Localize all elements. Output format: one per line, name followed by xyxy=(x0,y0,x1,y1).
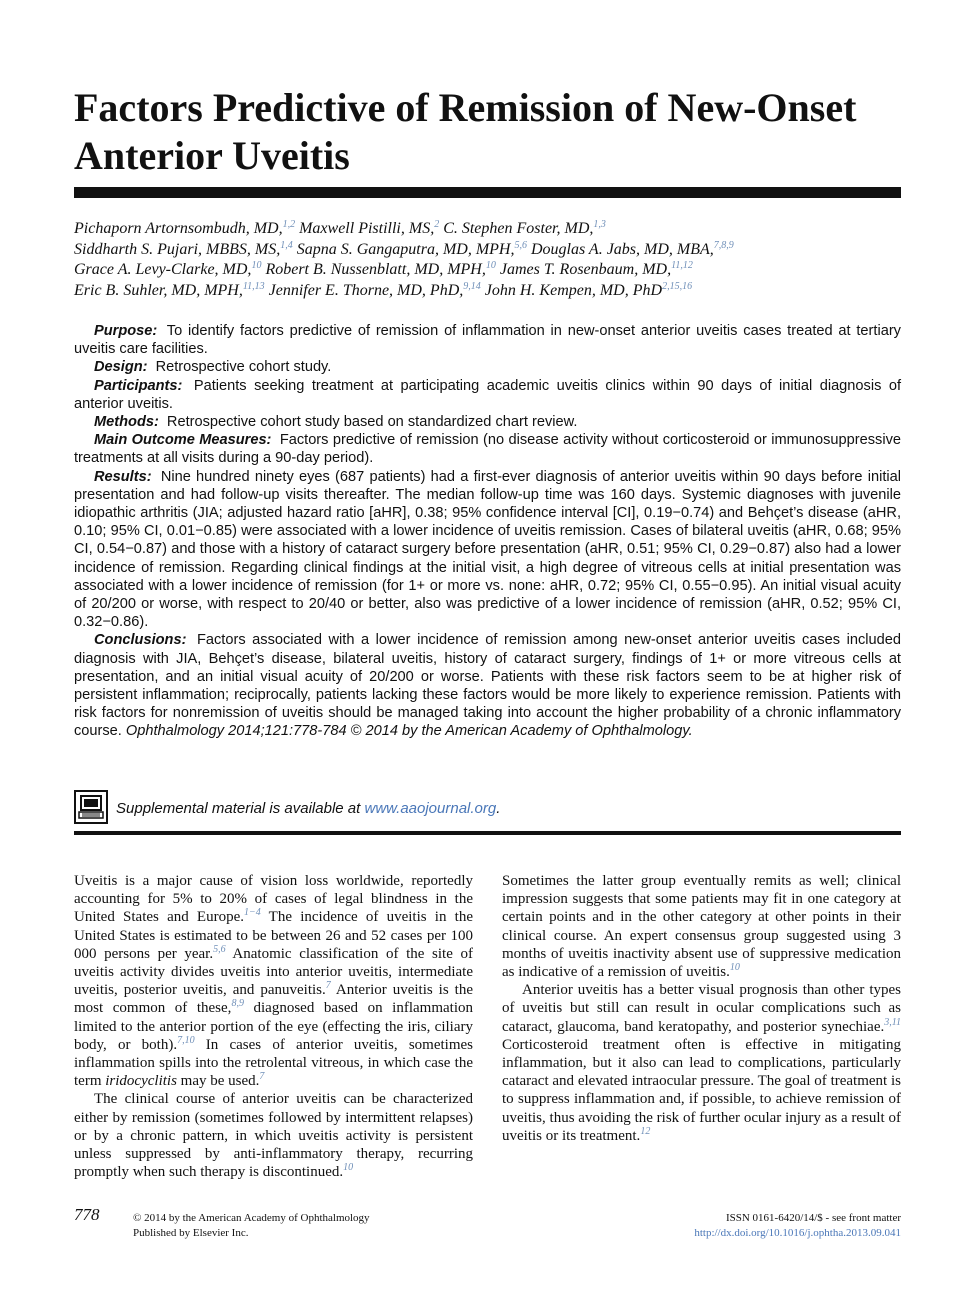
body-text: Anterior uveitis has a better visual prognosis than other types of uveitis but still can result in ocular complications such as cataract, glaucoma, band keratopathy, and posterior synechiae. xyxy=(502,982,901,1035)
affiliation-ref[interactable]: 10 xyxy=(485,260,496,271)
body-paragraph xyxy=(74,1090,473,1181)
body-paragraph xyxy=(502,981,901,1145)
footer-publisher: Published by Elsevier Inc. xyxy=(133,1227,249,1239)
computer-monitor-icon xyxy=(74,790,108,824)
abstract-conclusions xyxy=(74,631,901,740)
author-line xyxy=(74,240,904,261)
body-text: The incidence of uveitis in the United States is estimated to be between 26 and 52 cases per 100 000 persons per year. xyxy=(74,909,473,962)
reference-citation[interactable]: 3,11 xyxy=(884,1016,901,1028)
abstract-label: Main Outcome Measures: xyxy=(94,432,272,449)
abstract-methods xyxy=(74,413,901,431)
author-name: Grace A. Levy-Clarke, MD, xyxy=(74,261,252,278)
footer-copyright: © 2014 by the American Academy of Ophthalmology xyxy=(133,1212,370,1224)
abstract-purpose xyxy=(74,322,901,358)
italic-term: iridocyclitis xyxy=(105,1073,177,1090)
author-name: Siddharth S. Pujari, MBBS, MS, xyxy=(74,240,281,258)
abstract-label: Participants: xyxy=(94,377,183,394)
reference-citation[interactable]: 5,6 xyxy=(213,943,226,955)
author-line xyxy=(74,219,904,240)
reference-citation[interactable]: 7,10 xyxy=(177,1034,195,1046)
author-name: Eric B. Suhler, MD, MPH, xyxy=(74,281,243,299)
author-list xyxy=(74,219,904,301)
affiliation-ref[interactable]: 11,13 xyxy=(242,280,265,292)
author-name: Maxwell Pistilli, MS, xyxy=(299,220,435,237)
title-divider xyxy=(74,187,901,198)
abstract-label: Methods: xyxy=(94,414,159,431)
reference-citation[interactable]: 10 xyxy=(343,1162,354,1174)
supplemental-label: Supplemental material is available at xyxy=(116,800,361,817)
journal-citation: Ophthalmology 2014;121:778-784 © 2014 by the American Academy of Ophthalmology. xyxy=(125,723,693,740)
footer-issn: ISSN 0161-6420/14/$ - see front matter xyxy=(725,1212,901,1224)
author-name: C. Stephen Foster, MD, xyxy=(443,220,594,237)
reference-citation[interactable]: 1−4 xyxy=(244,907,261,919)
affiliation-ref[interactable]: 9,14 xyxy=(463,280,481,292)
author-name: James T. Rosenbaum, MD, xyxy=(499,261,672,278)
body-text: Corticosteroid treatment often is effective in mitigating inflammation, but it also can lead to complications, particularly cataract and elevated intraocular pressure. The goal of treatment is to suppress inflammation and, if possible, to achieve remission of uveitis, thus avoiding the risk of further ocular injury as a result of uveitis or its treatment. xyxy=(502,1036,901,1144)
abstract-label: Purpose: xyxy=(94,323,158,339)
abstract-outcome xyxy=(74,431,901,467)
affiliation-ref[interactable]: 2 xyxy=(434,219,440,230)
author-line xyxy=(74,260,904,281)
affiliation-ref[interactable]: 11,12 xyxy=(671,260,693,271)
abstract-text: Retrospective cohort study based on standardized chart review. xyxy=(166,414,578,431)
affiliation-ref[interactable]: 7,8,9 xyxy=(713,239,734,251)
body-paragraph xyxy=(74,872,473,1090)
reference-citation[interactable]: 12 xyxy=(640,1125,651,1137)
supplemental-link[interactable]: www.aaojournal.org xyxy=(364,800,497,817)
reference-citation[interactable]: 10 xyxy=(729,962,740,974)
body-text: Uveitis is a major cause of vision loss worldwide, reportedly accounting for 5% to 20% of cases of legal blindness in the United States and Europe. xyxy=(74,873,473,926)
body-column-left xyxy=(74,872,473,1181)
abstract-text: Factors predictive of remission (no disease activity without corticosteroid or immunosuppressive treatments at all visits during a 90-day period). xyxy=(74,432,902,467)
footer-right xyxy=(694,1211,901,1241)
supplemental-text xyxy=(116,800,500,817)
affiliation-ref[interactable]: 10 xyxy=(251,260,262,271)
body-paragraph xyxy=(502,872,901,981)
reference-citation[interactable]: 7 xyxy=(325,980,331,992)
abstract-label: Conclusions: xyxy=(94,632,187,649)
abstract-label: Results: xyxy=(94,468,152,485)
affiliation-ref[interactable]: 1,2 xyxy=(282,219,296,230)
abstract-divider xyxy=(74,831,901,835)
affiliation-ref[interactable]: 1,3 xyxy=(593,219,606,230)
author-name: Pichaporn Artornsombudh, MD, xyxy=(74,220,283,237)
abstract-text: Nine hundred ninety eyes (687 patients) had a first-ever diagnosis of anterior uveitis within 90 days before initial presentation and had follow-up visits thereafter. The median follow-up time was 160 days. Systemic diagnoses with juvenile idiopathic arthritis (JIA; adjusted hazard ratio [aHR], 0.38; 95% confidence interval [CI], 0.19−0.74) and Behçet’s disease (aHR, 0.10; 95% CI, 0.01−0.85) were associated with a lower incidence of uveitis remission. Cases of bilateral uveitis (aHR, 0.68; 95% CI, 0.54−0.87) and those with a history of cataract surgery before presentation (aHR, 0.51; 95% CI, 0.29−0.87) also had a lower incidence of remission. Regarding clinical findings at the initial visit, a high degree of vitreous cells at initial presentation was associated with a lower incidence of remission (for 1+ or more vs. none: aHR, 0.72; 95% CI, 0.55−0.95). An initial visual acuity of 20/200 or worse, with respect to 20/40 or better, also was predictive of a lower incidence of remission (aHR, 0.52; 95% CI, 0.32−0.86). xyxy=(74,468,901,631)
abstract-participants xyxy=(74,377,901,413)
abstract-label: Design: xyxy=(94,359,148,376)
author-name: Jennifer E. Thorne, MD, PhD, xyxy=(268,281,464,299)
reference-citation[interactable]: 8,9 xyxy=(231,998,244,1010)
body-text: Anterior uveitis is the most common of these, xyxy=(74,982,473,1017)
author-line xyxy=(74,281,904,302)
page-number: 778 xyxy=(74,1205,100,1224)
body-text: may be used. xyxy=(176,1073,260,1090)
abstract-text: Patients seeking treatment at participating academic uveitis clinics within 90 days of initial diagnosis of anterior uveitis. xyxy=(74,377,901,412)
author-name: Robert B. Nussenblatt, MD, MPH, xyxy=(265,261,486,278)
doi-link[interactable]: http://dx.doi.org/10.1016/j.ophtha.2013.09.041 xyxy=(694,1227,901,1239)
abstract-results xyxy=(74,468,901,632)
author-name: Douglas A. Jabs, MD, MBA, xyxy=(530,240,714,258)
article-title: Factors Predictive of Remission of New-Onset Anterior Uveitis xyxy=(74,85,857,178)
affiliation-ref[interactable]: 1,4 xyxy=(280,239,293,251)
body-text: diagnosed based on inflammation limited to the anterior portion of the eye (effecting the iris, ciliary body, or both). xyxy=(74,1000,473,1053)
abstract-text: To identify factors predictive of remission of inflammation in new-onset anterior uveitis cases treated at tertiary uveitis care facilities. xyxy=(74,323,901,358)
supplemental-note xyxy=(74,790,901,826)
affiliation-ref[interactable]: 2,15,16 xyxy=(662,280,693,292)
author-name: Sapna S. Gangaputra, MD, MPH, xyxy=(296,240,515,258)
body-column-right xyxy=(502,872,901,1145)
abstract-design xyxy=(74,358,901,376)
author-name: John H. Kempen, MD, PhD xyxy=(484,281,663,299)
body-text: The clinical course of anterior uveitis can be characterized either by remission (sometimes followed by intermittent relapses) or by a chronic pattern, in which uveitis activity is persistent unless suppressed by anti-inflammatory therapy, recurring promptly when such therapy is discontinued. xyxy=(74,1091,473,1181)
reference-citation[interactable]: 7 xyxy=(259,1071,265,1083)
footer-left xyxy=(133,1211,370,1241)
affiliation-ref[interactable]: 5,6 xyxy=(514,239,527,251)
body-text: Anatomic classification of the site of uveitis activity divides uveitis into anterior uveitis, intermediate uveitis, posterior uveitis, and panuveitis. xyxy=(74,945,473,999)
supplemental-period: . xyxy=(496,800,501,817)
body-text: In cases of anterior uveitis, sometimes inflammation spills into the retrolental vitreous, in which case the term xyxy=(74,1036,473,1090)
abstract-text: Factors associated with a lower incidence of remission among new-onset anterior uveitis cases included diagnosis with JIA, Behçet’s disease, bilateral uveitis, history of cataract surgery, findings of 1+ or more vitreous cells at presentation, and an initial visual acuity of 20/200 or worse. Patients with these risk factors seem to be at higher risk of persistent inflammation; reciprocally, patients lacking these factors would be more likely to experience remission. Patients with risk factors for nonremission of uveitis should be managed taking into account the higher probability of a chronic inflammatory course. xyxy=(74,632,901,740)
abstract xyxy=(74,322,901,741)
abstract-text: Retrospective cohort study. xyxy=(155,359,332,376)
body-text: Sometimes the latter group eventually remits as well; clinical impression suggests that some patients may fit in one category at certain points and in the other category at other points in their clinical course. An expert consensus group suggested using 3 months of uveitis inactivity absent use of suppressive medication as indicative of a remission of uveitis. xyxy=(502,873,901,981)
